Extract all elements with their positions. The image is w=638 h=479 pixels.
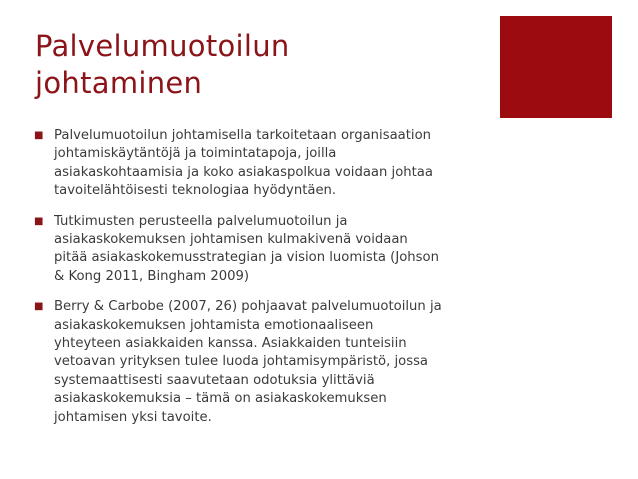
square-bullet-icon: ■ [34,215,44,227]
slide-title-line: Palvelumuotoilun [35,29,290,63]
square-bullet-icon: ■ [34,130,44,141]
bullet-list [34,127,494,427]
bullet-line: asiakaskokemuksen johtamista emotionaaliseen [54,317,374,333]
bullet-line: Tutkimusten perusteella palvelumuotoilun ja [54,213,348,229]
bullet-text [54,127,494,201]
bullet-text [54,213,494,287]
bullet-line: systemaattisesti saavutetaan odotuksia ylittäviä [54,372,375,388]
bullet-line: & Kong 2011, Bingham 2009) [54,268,250,284]
bullet-item [34,127,494,201]
bullet-line: tavoitelähtöisesti teknologiaa hyödyntäen. [54,183,337,199]
bullet-line: asiakaskohtaamisia ja koko asiakaspolkua voidaan johtaa [54,164,433,180]
bullet-item [34,213,494,287]
bullet-line: johtamisen yksi tavoite. [54,409,212,425]
bullet-line: asiakaskokemuksia – tämä on asiakaskokemuksen [54,391,387,407]
bullet-item [34,298,494,427]
slide-title-line: johtaminen [35,66,203,100]
bullet-line: johtamiskäytäntöjä ja toimintatapoja, joilla [54,146,337,162]
bullet-line: yhteyteen asiakkaiden kanssa. Asiakkaiden tunteisiin [54,336,407,352]
square-bullet-icon: ■ [34,301,44,313]
slide-title [35,28,475,102]
bullet-line: vetoavan yrityksen tulee luoda johtamisympäristö, jossa [54,354,429,370]
bullet-line: Palvelumuotoilun johtamisella tarkoitetaan organisaation [54,128,431,143]
bullet-line: pitää asiakaskokemusstrategian ja vision luomista (Johson [54,250,439,266]
accent-block [500,16,612,118]
bullet-text [54,298,494,427]
bullet-line: asiakaskokemuksen johtamisen kulmakivenä voidaan [54,232,408,248]
bullet-line: Berry & Carbobe (2007, 26) pohjaavat palvelumuotoilun ja [54,299,442,315]
